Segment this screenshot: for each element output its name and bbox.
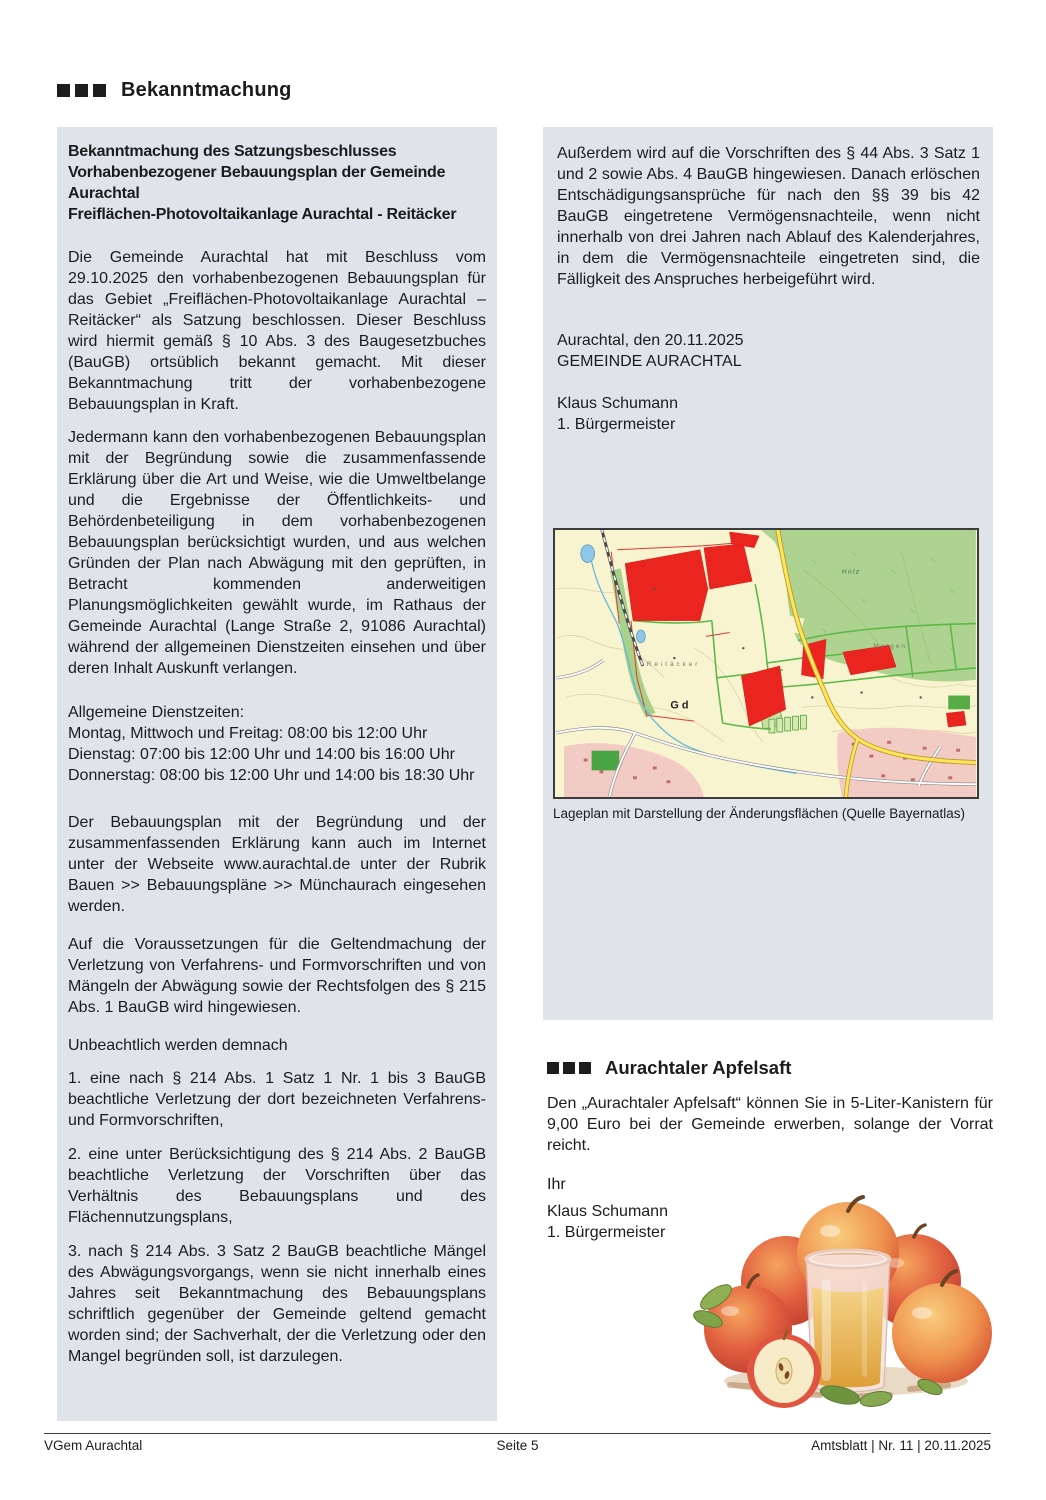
signer-name: Klaus Schumann [557, 395, 678, 412]
notice-title [68, 141, 486, 225]
service-hours [68, 702, 486, 786]
notice-title-line: Vorhabenbezogener Bebauungsplan der Gemeinde Aurachtal [68, 164, 446, 202]
paragraph-list-intro: Unbeachtlich werden demnach [68, 1037, 288, 1054]
map-figure [553, 528, 979, 821]
square-icon [563, 1062, 575, 1074]
notice-title-line: Freiflächen-Photovoltaikanlage Aurachtal - Reitäcker [68, 206, 457, 223]
square-icon [579, 1062, 591, 1074]
service-hours-line: Dienstag: 07:00 bis 12:00 Uhr und 14:00 bis 16:00 Uhr [68, 746, 455, 763]
apfelsaft-signer-name: Klaus Schumann [547, 1203, 668, 1220]
paragraph-intro: Die Gemeinde Aurachtal hat mit Beschluss vom 29.10.2025 den vorhabenbezogenen Bebauungsplan für das Gebiet „Freiflächen-Photovoltaikanlage Aurachtal – Reitäcker“ als Satzung beschlossen. Dieser Beschluss wird hiermit gemäß § 10 Abs. 3 des Baugesetzbuches (BauGB) ortsüblich bekannt gemacht. Mit dieser Bekanntmachung tritt der vorhabenbezogene Bebauungsplan in Kraft. [68, 249, 486, 413]
date-block [557, 330, 980, 372]
map-caption: Lageplan mit Darstellung der Änderungsflächen (Quelle Bayernatlas) [553, 806, 965, 821]
map-label-gd: G d [670, 699, 689, 712]
municipality: GEMEINDE AURACHTAL [557, 353, 742, 370]
map-label-area: Reitäcker [646, 660, 701, 668]
paragraph-compensation: Außerdem wird auf die Vorschriften des § 44 Abs. 3 Satz 1 und 2 sowie Abs. 4 BauGB hingewiesen. Danach erlöschen Entschädigungsansprüche für nach den §§ 39 bis 42 BauGB eingetretene Vermögensnachteile, wenn nicht innerhalb von drei Jahren nach Ablauf des Kalenderjahres, in dem die Vermögensnachteile eingetreten sind, die Fälligkeit des Anspruches herbeigeführt wird. [557, 145, 980, 288]
signature-block [557, 393, 980, 435]
place-date: Aurachtal, den 20.11.2025 [557, 332, 744, 349]
service-hours-heading: Allgemeine Dienstzeiten: [68, 704, 245, 721]
paragraph-internet: Der Bebauungsplan mit der Begründung und der zusammenfassenden Erklärung kann auch im Internet unter der Webseite www.aurachtal.de unter der Rubrik Bauen >> Bebauungspläne >> Münchaurach eingesehen werden. [68, 814, 486, 915]
apfelsaft-salutation: Ihr [547, 1176, 566, 1193]
map-label-forest: Holz [841, 568, 861, 576]
paragraph-legal-notice: Auf die Voraussetzungen für die Geltendmachung der Verletzung von Verfahrens- und Formvorschriften und von Mängeln der Abwägung sowie der Rechtsfolgen des § 215 Abs. 1 BauGB wird hingewiesen. [68, 936, 486, 1016]
footer-right: Amtsblatt | Nr. 11 | 20.11.2025 [811, 1438, 991, 1453]
paragraph-inspection: Jedermann kann den vorhabenbezogenen Bebauungsplan mit der Begründung sowie die zusammenfassende Erklärung über die Art und Weise, wie die Umweltbelange und die Ergebnisse der Öffentlichkeits- und Behördenbeteiligung in dem vorhabenbezogenen Bebauungsplan berücksichtigt wurden, und aus welchen Gründen der Plan nach Abwägung mit den geprüften, in Betracht kommenden anderweitigen Planungsmöglichkeiten gewählt wurde, im Rathaus der Gemeinde Aurachtal (Lange Straße 2, 91086 Aurachtal) während der allgemeinen Dienstzeiten einsehen und über deren Inhalt Auskunft verlangen. [68, 429, 486, 677]
square-icon [547, 1062, 559, 1074]
notice-title-line: Bekanntmachung des Satzungsbeschlusses [68, 143, 397, 160]
footer-rule [44, 1433, 991, 1434]
apfelsaft-title: Aurachtaler Apfelsaft [605, 1057, 792, 1078]
footer-page-number: Seite 5 [496, 1438, 539, 1453]
map-label-right-area: Morgen [873, 643, 907, 651]
apple-juice-illustration [690, 1178, 1002, 1410]
square-icon [75, 84, 88, 97]
list-item-3: 3. nach § 214 Abs. 3 Satz 2 BauGB beachtliche Mängel des Abwägungsvorgangs, wenn sie nicht innerhalb eines Jahres seit Bekanntmachung des Bebauungsplans schriftlich gegenüber der Gemeinde geltend gemacht worden sind; der Sachverhalt, der die Verletzung oder den Mangel begründen soll, ist darzulegen. [68, 1243, 486, 1365]
site-map-svg [555, 530, 977, 797]
signer-title: 1. Bürgermeister [557, 416, 676, 433]
list-item-2: 2. eine unter Berücksichtigung des § 214 Abs. 2 BauGB beachtliche Verletzung der Vorschriften über das Verhältnis des Bebauungsplans und des Flächennutzungsplans, [68, 1146, 486, 1226]
apfelsaft-body: Den „Aurachtaler Apfelsaft“ können Sie in 5-Liter-Kanistern für 9,00 Euro bei der Gemeinde erwerben, solange der Vorrat reicht. [547, 1095, 993, 1154]
service-hours-line: Montag, Mittwoch und Freitag: 08:00 bis 12:00 Uhr [68, 725, 428, 742]
apfelsaft-signer-title: 1. Bürgermeister [547, 1224, 666, 1241]
square-icon [57, 84, 70, 97]
footer-left: VGem Aurachtal [44, 1438, 143, 1453]
site-map [553, 528, 979, 799]
list-item-1: 1. eine nach § 214 Abs. 1 Satz 1 Nr. 1 bis 3 BauGB beachtliche Verletzung der dort bezeichneten Verfahrens- und Formvorschriften, [68, 1070, 486, 1129]
section-header-apfelsaft [547, 1057, 993, 1078]
square-icon [93, 84, 106, 97]
notice-box-left [57, 127, 497, 1421]
page-footer [44, 1438, 991, 1453]
service-hours-line: Donnerstag: 08:00 bis 12:00 Uhr und 14:00 bis 18:30 Uhr [68, 767, 475, 784]
section-header-bekanntmachung [57, 79, 292, 102]
section-title: Bekanntmachung [121, 79, 292, 101]
